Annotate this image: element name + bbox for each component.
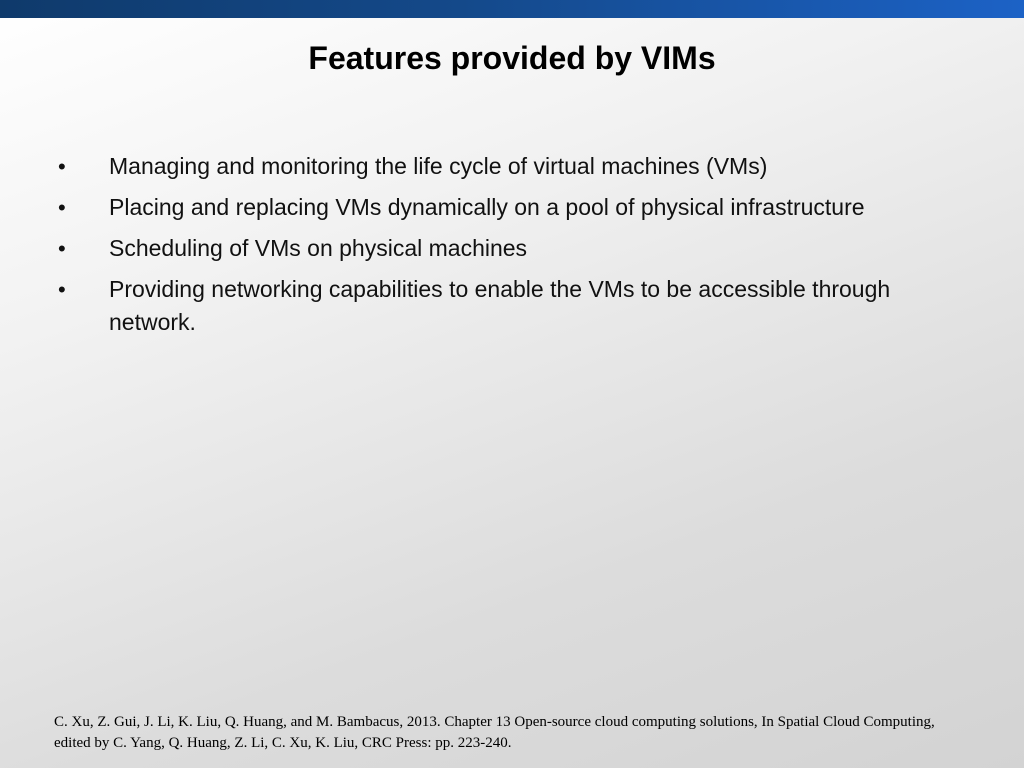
bullet-text: Placing and replacing VMs dynamically on a pool of physical infrastructure (109, 194, 865, 220)
slide-title: Features provided by VIMs (308, 40, 716, 76)
bullet-text: Scheduling of VMs on physical machines (109, 235, 528, 261)
bullet-item (55, 150, 935, 183)
bullet-item (55, 191, 935, 224)
bullet-dot-icon: • (58, 154, 66, 179)
citation-reference: C. Xu, Z. Gui, J. Li, K. Liu, Q. Huang, and M. Bambacus, 2013. Chapter 13 Open-source cloud computing solutions, In Spatial Cloud Computing, edited by C. Yang, Q. Huang, Z. Li, C. Xu, K. Liu, CRC Press: pp. 223-240. (54, 714, 935, 751)
bullet-text: Providing networking capabilities to enable the VMs to be accessible through network. (109, 276, 891, 335)
header-bar (0, 0, 1024, 18)
bullet-item (55, 232, 935, 265)
bullet-list (55, 150, 935, 347)
bullet-text: Managing and monitoring the life cycle of virtual machines (VMs) (109, 153, 768, 179)
bullet-item (55, 273, 935, 339)
bullet-dot-icon: • (58, 195, 66, 220)
bullet-dot-icon: • (58, 277, 66, 302)
bullet-dot-icon: • (58, 236, 66, 261)
